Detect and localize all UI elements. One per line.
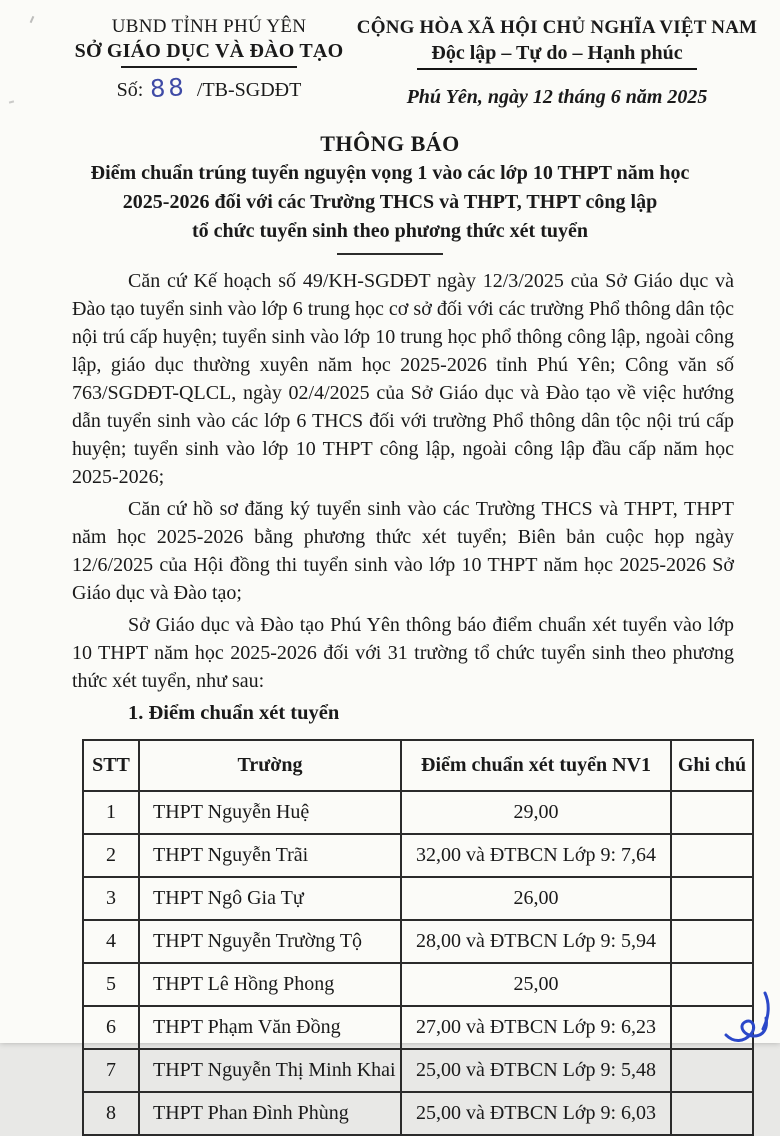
document-subtitle-line2: 2025-2026 đối với các Trường THCS và THPT, THPT công lập xyxy=(122,191,658,213)
table-row xyxy=(83,1092,753,1135)
pen-squiggle-icon xyxy=(721,991,779,1043)
row-score: 27,00 và ĐTBCN Lớp 9: 6,23 xyxy=(401,1006,671,1049)
row-school: THPT Ngô Gia Tự xyxy=(139,877,401,920)
row-score: 25,00 xyxy=(401,963,671,1006)
row-score: 29,00 xyxy=(401,791,671,834)
row-score: 25,00 và ĐTBCN Lớp 9: 6,03 xyxy=(401,1092,671,1135)
column-header-school: Trường xyxy=(139,740,401,791)
paragraph-legal-basis-1: Căn cứ Kế hoạch số 49/KH-SGDĐT ngày 12/3/2025 của Sở Giáo dục và Đào tạo tuyển sinh vào lớp 6 trung học cơ sở đối với các trường Phổ thông dân tộc nội trú cấp huyện; tuyển sinh vào lớp 10 trung học phổ thông công lập, ngoài công lập, giáo dục thường xuyên năm học 2025-2026 tỉnh Phú Yên; Công văn số 763/SGDĐT-QLCL, ngày 02/4/2025 của Sở Giáo dục và Đào tạo về việc hướng dẫn tuyển sinh vào các lớp 6 THCS đối với trường Phổ thông dân tộc nội trú cấp huyện; tuyển sinh vào lớp 10 THPT công lập, ngoài công lập đầu cấp năm học 2025-2026; xyxy=(72,270,734,488)
row-school: THPT Phạm Văn Đồng xyxy=(139,1006,401,1049)
row-score: 32,00 và ĐTBCN Lớp 9: 7,64 xyxy=(401,834,671,877)
table-row xyxy=(83,791,753,834)
agency-parent-name: UBND TỈNH PHÚ YÊN xyxy=(111,16,307,37)
country-title: CỘNG HÒA XÃ HỘI CHỦ NGHĨA VIỆT NAM xyxy=(356,17,758,38)
row-stt: 5 xyxy=(83,963,139,1006)
document-number-handwritten: 88 xyxy=(149,73,188,103)
document-number-suffix: /TB-SGDĐT xyxy=(196,79,302,101)
document-number-line xyxy=(66,73,352,103)
admission-scores-table xyxy=(82,739,754,1136)
row-school: THPT Nguyễn Trãi xyxy=(139,834,401,877)
agency-underline xyxy=(121,66,297,68)
row-note xyxy=(671,791,753,834)
table-row xyxy=(83,834,753,877)
national-motto-block xyxy=(352,16,762,109)
row-stt: 4 xyxy=(83,920,139,963)
paragraph-legal-basis-2: Căn cứ hồ sơ đăng ký tuyển sinh vào các Trường THCS và THPT, THPT năm học 2025-2026 bằng phương thức xét tuyển; Biên bản cuộc họp ngày 12/6/2025 của Hội đồng thi tuyển sinh vào lớp 10 THPT năm học 2025-2026 Sở Giáo dục và Đào tạo; xyxy=(72,498,734,604)
row-note xyxy=(671,834,753,877)
document-number-label: Số: xyxy=(116,79,144,101)
row-score: 28,00 và ĐTBCN Lớp 9: 5,94 xyxy=(401,920,671,963)
column-header-stt: STT xyxy=(83,740,139,791)
row-stt: 6 xyxy=(83,1006,139,1049)
row-stt: 7 xyxy=(83,1049,139,1092)
table-row xyxy=(83,1049,753,1092)
issuing-agency-block xyxy=(66,16,352,109)
table-row xyxy=(83,963,753,1006)
national-motto: Độc lập – Tự do – Hạnh phúc xyxy=(417,40,696,70)
paragraph-announcement: Sở Giáo dục và Đào tạo Phú Yên thông báo điểm chuẩn xét tuyển vào lớp 10 THPT năm học 2025-2026 đối với 31 trường tổ chức tuyển sinh theo phương thức xét tuyển, như sau: xyxy=(72,614,734,692)
table-row xyxy=(83,877,753,920)
table-row xyxy=(83,1006,753,1049)
document-subtitle-line1: Điểm chuẩn trúng tuyển nguyện vọng 1 vào các lớp 10 THPT năm học xyxy=(90,162,690,184)
row-stt: 2 xyxy=(83,834,139,877)
row-school: THPT Nguyễn Huệ xyxy=(139,791,401,834)
section-heading-admission-scores: 1. Điểm chuẩn xét tuyển xyxy=(128,702,340,724)
row-school: THPT Nguyễn Thị Minh Khai xyxy=(139,1049,401,1092)
document-subtitle-line3: tổ chức tuyển sinh theo phương thức xét tuyển xyxy=(192,220,588,242)
document-title-block xyxy=(0,131,780,255)
document-body xyxy=(72,267,734,695)
row-stt: 3 xyxy=(83,877,139,920)
title-divider-rule xyxy=(337,253,443,255)
table-row xyxy=(83,920,753,963)
row-stt: 1 xyxy=(83,791,139,834)
row-school: THPT Nguyễn Trường Tộ xyxy=(139,920,401,963)
row-note xyxy=(671,1049,753,1092)
row-note xyxy=(671,920,753,963)
row-score: 26,00 xyxy=(401,877,671,920)
agency-name: SỞ GIÁO DỤC VÀ ĐÀO TẠO xyxy=(74,40,344,62)
document-title: THÔNG BÁO xyxy=(320,131,460,156)
row-note xyxy=(671,877,753,920)
document-header xyxy=(0,0,780,109)
row-school: THPT Phan Đình Phùng xyxy=(139,1092,401,1135)
place-date-line: Phú Yên, ngày 12 tháng 6 năm 2025 xyxy=(406,86,708,108)
column-header-score: Điểm chuẩn xét tuyển NV1 xyxy=(401,740,671,791)
row-score: 25,00 và ĐTBCN Lớp 9: 5,48 xyxy=(401,1049,671,1092)
table-header-row xyxy=(83,740,753,791)
row-school: THPT Lê Hồng Phong xyxy=(139,963,401,1006)
row-stt: 8 xyxy=(83,1092,139,1135)
row-note xyxy=(671,1092,753,1135)
column-header-note: Ghi chú xyxy=(671,740,753,791)
